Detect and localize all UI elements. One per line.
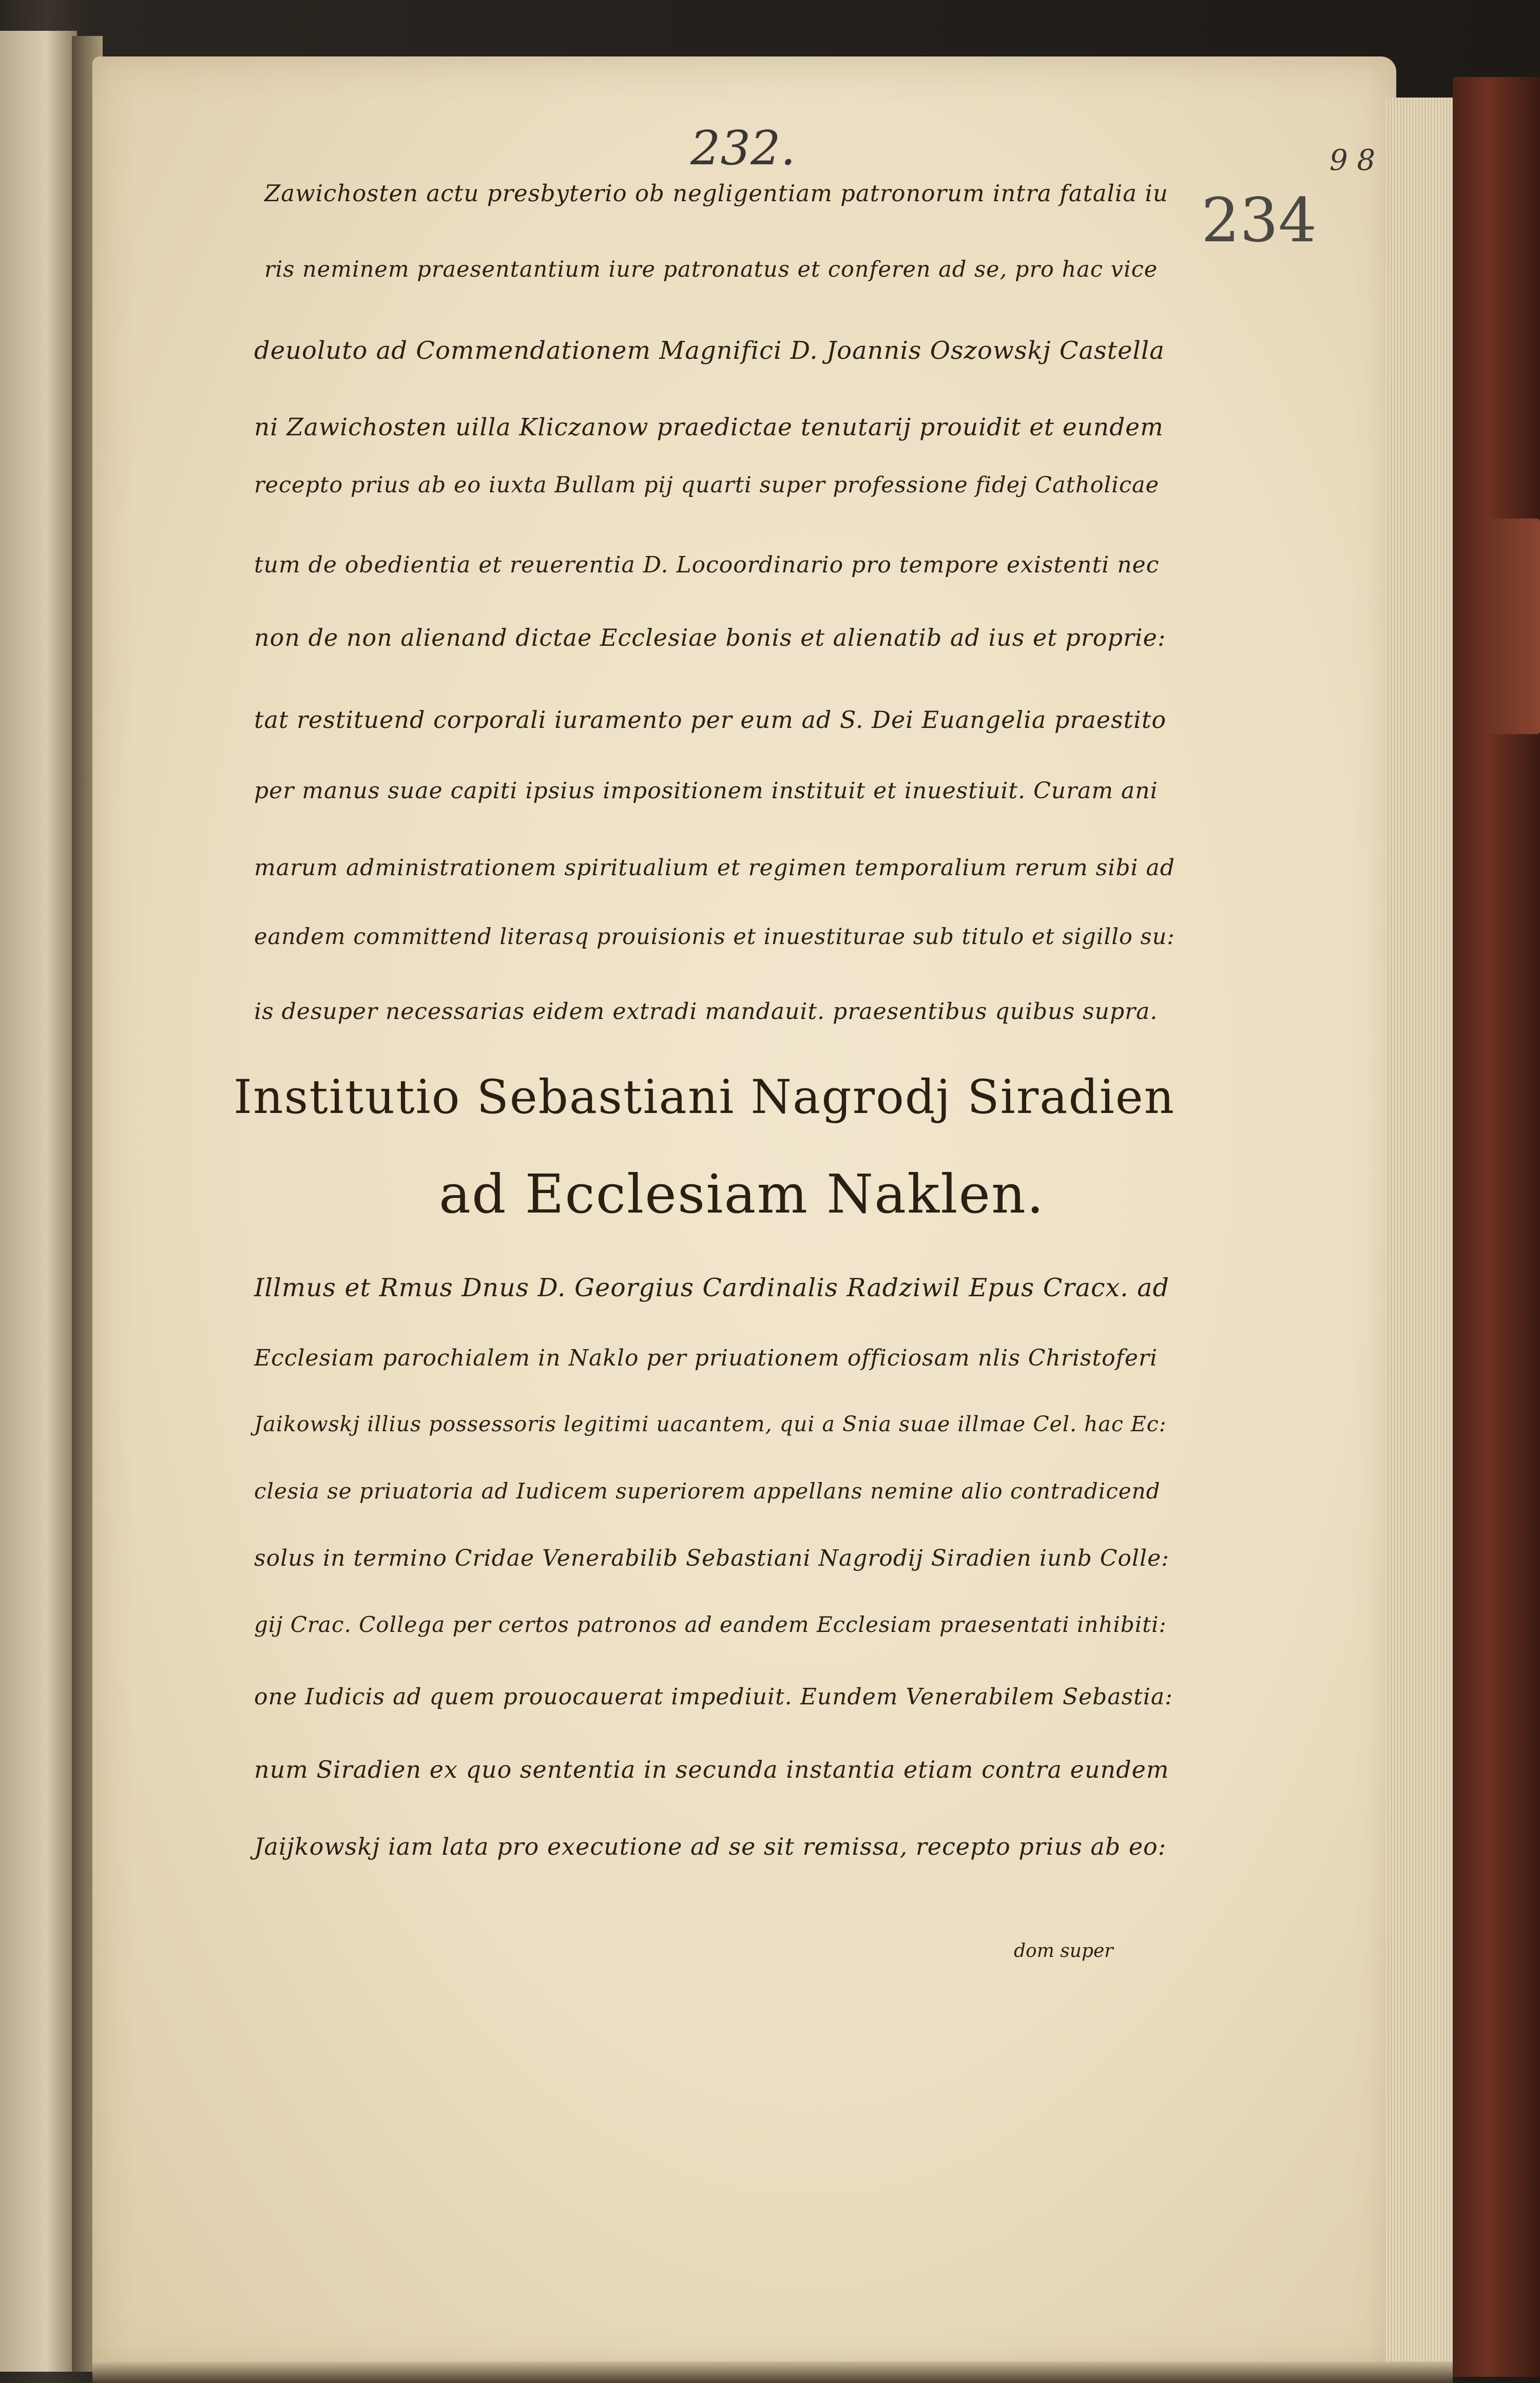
- manuscript-line: tum de obedientia et reuerentia D. Locoordinario pro tempore existenti nec: [254, 552, 1160, 578]
- manuscript-line: Jaikowskj illius possessoris legitimi uacantem, qui a Snia suae illmae Cel. hac Ec:: [254, 1412, 1167, 1436]
- manuscript-line: gij Crac. Collega per certos patronos ad eandem Ecclesiam praesentati inhibiti:: [254, 1612, 1167, 1637]
- page-number: 232.: [690, 121, 796, 176]
- stamped-number: 234: [1201, 185, 1317, 256]
- heading-line: ad Ecclesiam Naklen.: [439, 1163, 1045, 1225]
- manuscript-line: num Siradien ex quo sententia in secunda instantia etiam contra eundem: [254, 1756, 1169, 1783]
- manuscript-line: Illmus et Rmus Dnus D. Georgius Cardinalis Radziwil Epus Cracx. ad: [254, 1273, 1169, 1302]
- manuscript-line: solus in termino Cridae Venerabilib Sebastiani Nagrodij Siradien iunb Colle:: [254, 1545, 1169, 1571]
- corner-mark: 9 8: [1330, 144, 1376, 177]
- manuscript-line: Zawichosten actu presbyterio ob negligentiam patronorum intra fatalia iu: [264, 180, 1168, 207]
- manuscript-line: one Iudicis ad quem prouocauerat impediuit. Eundem Venerabilem Sebastia:: [254, 1684, 1173, 1710]
- catchword: dom super: [1014, 1940, 1113, 1962]
- manuscript-line: deuoluto ad Commendationem Magnifici D. Joannis Oszowskj Castella: [254, 336, 1165, 365]
- heading-line: Institutio Sebastiani Nagrodj Siradien: [234, 1070, 1176, 1124]
- manuscript-line: eandem committend literasq prouisionis et inuestiturae sub titulo et sigillo su:: [254, 924, 1175, 950]
- manuscript-line: tat restituend corporali iuramento per eum ad S. Dei Euangelia praestito: [254, 706, 1167, 734]
- manuscript-line: non de non alienand dictae Ecclesiae bonis et alienatib ad ius et proprie:: [254, 624, 1166, 651]
- manuscript-line: is desuper necessarias eidem extradi mandauit. praesentibus quibus supra.: [254, 998, 1158, 1025]
- manuscript-line: marum administrationem spiritualium et regimen temporalium rerum sibi ad: [254, 855, 1175, 881]
- manuscript-line: Ecclesiam parochialem in Naklo per priuationem officiosam nlis Christoferi: [254, 1345, 1158, 1371]
- manuscript-line: ni Zawichosten uilla Kliczanow praedictae tenutarij prouidit et eundem: [254, 413, 1164, 441]
- manuscript-line: Jaijkowskj iam lata pro executione ad se sit remissa, recepto prius ab eo:: [254, 1833, 1167, 1860]
- manuscript-line: ris neminem praesentantium iure patronatus et conferen ad se, pro hac vice: [264, 257, 1158, 282]
- manuscript-line: per manus suae capiti ipsius impositionem instituit et inuestiuit. Curam ani: [254, 778, 1158, 804]
- manuscript-line: clesia se priuatoria ad Iudicem superiorem appellans nemine alio contradicend: [254, 1478, 1161, 1504]
- manuscript-line: recepto prius ab eo iuxta Bullam pij quarti super professione fidej Catholicae: [254, 472, 1160, 498]
